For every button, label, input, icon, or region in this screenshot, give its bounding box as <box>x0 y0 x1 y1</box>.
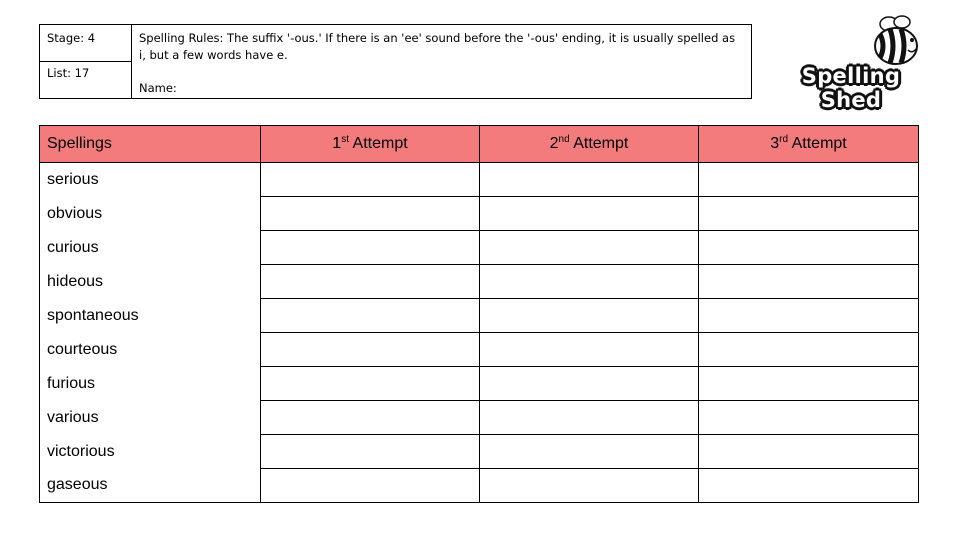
attempt-cell[interactable] <box>261 401 480 435</box>
attempt-cell[interactable] <box>261 197 480 231</box>
attempt-cell[interactable] <box>261 469 480 503</box>
attempt-cell[interactable] <box>480 367 699 401</box>
attempt-cell[interactable] <box>480 333 699 367</box>
spelling-word: obvious <box>40 197 261 231</box>
attempt-cell[interactable] <box>480 231 699 265</box>
spelling-word: courteous <box>40 333 261 367</box>
list-label: List: 17 <box>47 66 90 80</box>
attempt-1-header: 1st Attempt <box>261 126 480 163</box>
spelling-word: various <box>40 401 261 435</box>
attempt-cell[interactable] <box>699 435 919 469</box>
attempt-cell[interactable] <box>699 333 919 367</box>
attempt-cell[interactable] <box>699 469 919 503</box>
table-row <box>40 401 919 435</box>
attempt-cell[interactable] <box>699 367 919 401</box>
stage-label: Stage: 4 <box>47 31 96 45</box>
attempt-cell[interactable] <box>699 299 919 333</box>
attempt-cell[interactable] <box>480 265 699 299</box>
attempt-cell[interactable] <box>480 197 699 231</box>
attempt-cell[interactable] <box>261 265 480 299</box>
attempt-2-header: 2nd Attempt <box>480 126 699 163</box>
name-field-label: Name: <box>139 81 177 95</box>
spellings-header: Spellings <box>40 126 261 163</box>
attempt-cell[interactable] <box>480 401 699 435</box>
table-header-row <box>40 126 919 163</box>
attempt-cell[interactable] <box>480 469 699 503</box>
attempt-cell[interactable] <box>699 163 919 197</box>
spelling-word: furious <box>40 367 261 401</box>
attempt-cell[interactable] <box>699 197 919 231</box>
spelling-rules-text: Spelling Rules: The suffix '-ous.' If there is an 'ee' sound before the '-ous' ending, it is usually spelled as i, but a few words have e. <box>139 31 736 62</box>
spelling-word: victorious <box>40 435 261 469</box>
spelling-table <box>39 125 919 503</box>
spelling-shed-logo <box>770 12 932 112</box>
spelling-word: spontaneous <box>40 299 261 333</box>
spelling-word: hideous <box>40 265 261 299</box>
attempt-cell[interactable] <box>261 367 480 401</box>
table-row <box>40 163 919 197</box>
attempt-cell[interactable] <box>261 333 480 367</box>
attempt-cell[interactable] <box>699 231 919 265</box>
table-row <box>40 299 919 333</box>
attempt-cell[interactable] <box>480 435 699 469</box>
attempt-cell[interactable] <box>699 265 919 299</box>
spelling-word: gaseous <box>40 469 261 503</box>
attempt-cell[interactable] <box>480 299 699 333</box>
attempt-cell[interactable] <box>261 163 480 197</box>
table-row <box>40 265 919 299</box>
table-row <box>40 333 919 367</box>
attempt-cell[interactable] <box>261 435 480 469</box>
spelling-word: curious <box>40 231 261 265</box>
attempt-cell[interactable] <box>261 231 480 265</box>
table-row <box>40 197 919 231</box>
attempt-cell[interactable] <box>699 401 919 435</box>
table-row <box>40 469 919 503</box>
attempt-cell[interactable] <box>261 299 480 333</box>
table-row <box>40 367 919 401</box>
bee-icon <box>866 12 926 70</box>
attempt-cell[interactable] <box>480 163 699 197</box>
worksheet-header <box>39 24 752 99</box>
logo-wordmark: Spelling Shed <box>801 64 901 112</box>
table-row <box>40 435 919 469</box>
attempt-3-header: 3rd Attempt <box>699 126 919 163</box>
spelling-word: serious <box>40 163 261 197</box>
table-row <box>40 231 919 265</box>
